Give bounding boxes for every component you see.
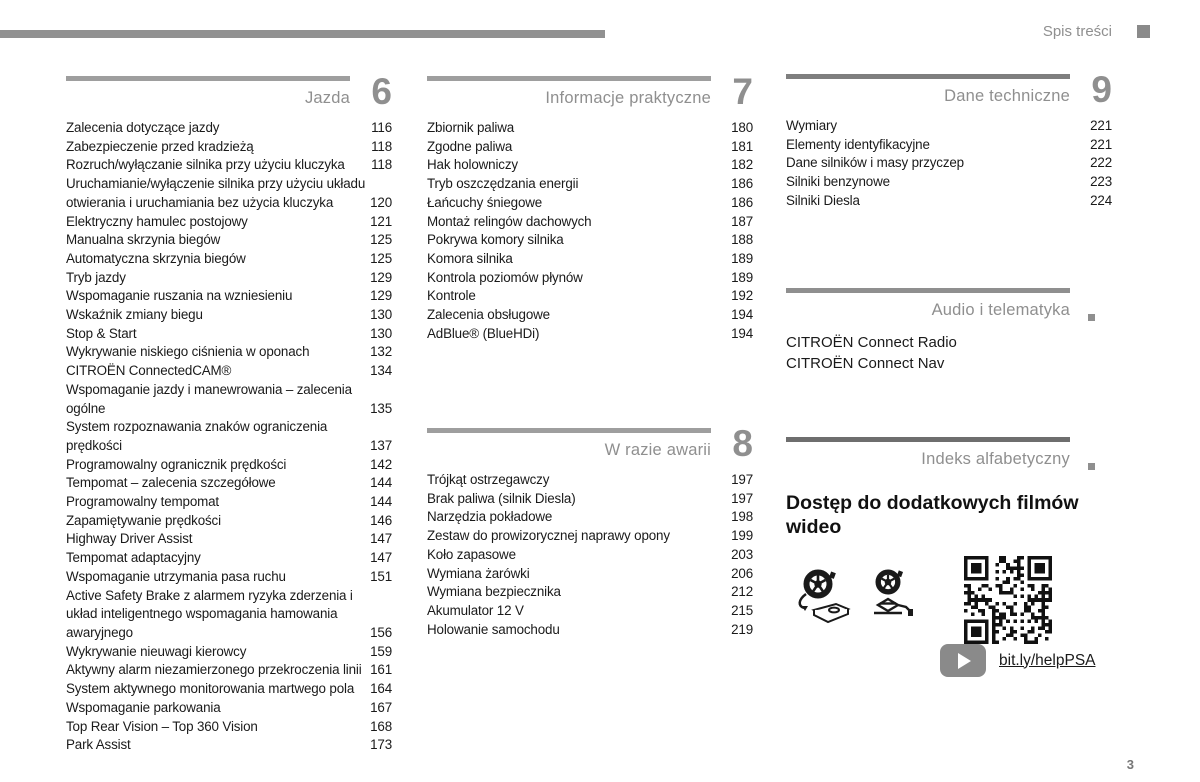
toc-entry[interactable] <box>66 474 392 493</box>
toc-entry[interactable] <box>66 231 392 250</box>
toc-entry-page: 151 <box>370 568 392 584</box>
toc-entry-page: 186 <box>731 176 753 192</box>
toc-entry[interactable] <box>786 192 1112 211</box>
toc-entry[interactable] <box>66 325 392 344</box>
toc-entry-page: 189 <box>731 269 753 285</box>
toc-entry[interactable] <box>66 343 392 362</box>
toc-entry-page: 156 <box>370 624 392 640</box>
section-square-marker <box>1088 463 1095 470</box>
toc-entry-label: Programowalny tempomat <box>66 494 219 510</box>
header-square-marker <box>1137 25 1150 38</box>
toc-entry-label: Active Safety Brake z alarmem ryzyka zderzenia i układ inteligentnego wspomagania hamowania awaryjnego <box>66 587 353 640</box>
toc-entry-page: 118 <box>371 138 392 154</box>
toc-entry-page: 161 <box>370 662 392 678</box>
toc-entry-page: 142 <box>370 456 392 472</box>
page-number: 3 <box>1126 757 1134 772</box>
toc-entry[interactable] <box>66 680 392 699</box>
toc-entry[interactable] <box>66 699 392 718</box>
section-number: 8 <box>732 423 753 464</box>
toc-entry-label: Narzędzia pokładowe <box>427 509 553 525</box>
toc-entry[interactable] <box>427 621 753 640</box>
toc-entry-label: Trójkąt ostrzegawczy <box>427 472 550 487</box>
toc-entry-page: 224 <box>1090 192 1112 208</box>
section-jazda <box>66 71 392 755</box>
toc-entry-page: 164 <box>370 681 392 697</box>
toc-entry-page: 130 <box>370 307 392 323</box>
toc-entry-label: Wykrywanie nieuwagi kierowcy <box>66 643 247 659</box>
videos-heading: Dostęp do dodatkowych filmów wideo <box>786 492 1079 538</box>
toc-entry[interactable] <box>66 287 392 306</box>
toc-entry[interactable] <box>427 231 753 250</box>
toc-entry[interactable] <box>66 306 392 325</box>
toc-entry-label: Elektryczny hamulec postojowy <box>66 213 248 229</box>
toc-entry-label: Wymiana bezpiecznika <box>427 584 561 600</box>
toc-entry[interactable] <box>427 527 753 546</box>
toc-entry-label: Top Rear Vision – Top 360 Vision <box>66 718 258 734</box>
audio-entry[interactable] <box>786 332 1112 353</box>
toc-entry-label: Montaż relingów dachowych <box>427 213 592 229</box>
toc-entry-page: 147 <box>370 550 392 566</box>
section-number: 7 <box>732 71 753 112</box>
toc-entry-page: 188 <box>731 232 753 248</box>
toc-entry-label: Zabezpieczenie przed kradzieżą <box>66 138 254 154</box>
audio-entry[interactable] <box>786 353 1112 374</box>
toc-entry-label: Zalecenia obsługowe <box>427 307 550 323</box>
toc-entry-page: 147 <box>370 531 392 547</box>
toc-entry-page: 167 <box>370 699 392 715</box>
toc-entry-page: 168 <box>370 718 392 734</box>
toc-entry-page: 121 <box>370 213 392 229</box>
section-dane-techniczne <box>786 69 1112 211</box>
toc-entry[interactable] <box>427 602 753 621</box>
toc-entry-page: 159 <box>370 643 392 659</box>
toc-entry[interactable] <box>427 269 753 288</box>
toc-list-dane <box>786 117 1112 211</box>
toc-entry-page: 192 <box>731 288 753 304</box>
toc-entry[interactable] <box>786 154 1112 173</box>
toc-entry-page: 212 <box>731 584 753 600</box>
toc-entry[interactable] <box>66 718 392 737</box>
toc-entry-page: 221 <box>1090 118 1112 133</box>
toc-entry-label: Łańcuchy śniegowe <box>427 194 543 210</box>
toc-entry-label: Tempomat adaptacyjny <box>66 550 201 566</box>
toc-entry-label: Highway Driver Assist <box>66 531 193 547</box>
toc-entry-label: Uruchamianie/wyłączenie silnika przy użyciu układu otwierania i uruchamiania bez użycia kluczyka <box>66 176 366 210</box>
toc-entry-label: Komora silnika <box>427 250 513 266</box>
toc-entry-label: Elementy identyfikacyjne <box>786 136 930 152</box>
toc-entry-page: 116 <box>371 120 392 135</box>
toc-entry-label: Koło zapasowe <box>427 546 516 562</box>
toc-entry[interactable] <box>786 136 1112 155</box>
toc-entry-page: 198 <box>731 509 753 525</box>
toc-entry-page: 129 <box>370 288 392 304</box>
toc-list-informacje <box>427 119 753 343</box>
toc-entry[interactable] <box>66 530 392 549</box>
toc-entry-label: Wspomaganie jazdy i manewrowania – zalecenia ogólne <box>66 381 352 416</box>
toc-entry-label: Zapamiętywanie prędkości <box>66 512 221 528</box>
toc-entry-page: 197 <box>731 490 753 506</box>
toc-entry[interactable] <box>66 661 392 680</box>
toc-entry-page: 223 <box>1090 174 1112 190</box>
toc-entry-page: 135 <box>370 400 392 416</box>
section-title: Audio i telematyka <box>931 301 1070 319</box>
toc-entry[interactable] <box>427 583 753 602</box>
toc-entry-label: Stop & Start <box>66 325 137 341</box>
top-rule <box>0 30 605 38</box>
toc-entry-label: Rozruch/wyłączanie silnika przy użyciu kluczyka <box>66 157 345 173</box>
toc-entry-label: Holowanie samochodu <box>427 621 560 637</box>
toc-entry[interactable] <box>66 736 392 755</box>
toc-entry-label: Akumulator 12 V <box>427 602 524 618</box>
toc-entry-page: 189 <box>731 250 753 266</box>
toc-entry[interactable] <box>66 418 392 455</box>
section-title: Dane techniczne <box>944 87 1070 105</box>
section-title: Informacje praktyczne <box>545 89 711 107</box>
toc-entry-label: Tryb oszczędzania energii <box>427 176 579 192</box>
toc-entry-label: Wymiary <box>786 118 837 133</box>
audio-entry-label: CITROËN Connect Radio <box>786 334 957 351</box>
toc-entry[interactable] <box>427 156 753 175</box>
toc-entry[interactable] <box>427 508 753 527</box>
section-indeks-header <box>786 437 1112 470</box>
toc-entry[interactable] <box>427 287 753 306</box>
toc-entry[interactable] <box>427 119 753 138</box>
toc-entry-label: Tempomat – zalecenia szczegółowe <box>66 475 276 491</box>
toc-entry-page: 222 <box>1090 155 1112 171</box>
toc-entry-page: 221 <box>1090 136 1112 152</box>
section-title: Jazda <box>304 89 350 107</box>
section-audio-telematyka <box>786 288 1112 374</box>
toc-entry-label: System rozpoznawania znaków ograniczenia prędkości <box>66 419 328 453</box>
toc-entry-label: CITROËN ConnectedCAM® <box>66 363 232 379</box>
toc-entry[interactable] <box>66 213 392 232</box>
toc-entry-page: 173 <box>370 737 392 753</box>
toc-entry-page: 197 <box>731 472 753 487</box>
toc-list-jazda <box>66 119 392 755</box>
toc-entry-page: 219 <box>731 621 753 637</box>
tire-jack-icon <box>866 568 924 629</box>
toc-entry-page: 130 <box>370 325 392 341</box>
toc-entry[interactable] <box>66 587 392 643</box>
toc-entry-label: Wspomaganie utrzymania pasa ruchu <box>66 568 286 584</box>
toc-list-awaria <box>427 471 753 639</box>
toc-entry-label: Silniki benzynowe <box>786 174 890 190</box>
toc-entry-page: 125 <box>370 250 392 266</box>
toc-entry[interactable] <box>66 549 392 568</box>
toc-entry[interactable] <box>427 471 753 490</box>
toc-entry-label: Kontrole <box>427 288 476 304</box>
toc-entry-label: Wspomaganie parkowania <box>66 699 221 715</box>
section-rule <box>427 76 711 81</box>
toc-entry-label: System aktywnego monitorowania martwego pola <box>66 681 355 697</box>
qr-code <box>964 556 1052 644</box>
toc-entry[interactable] <box>427 250 753 269</box>
toc-entry[interactable] <box>66 381 392 418</box>
toc-entry[interactable] <box>427 490 753 509</box>
section-informacje-header <box>427 71 753 112</box>
toc-entry[interactable] <box>427 325 753 344</box>
toc-entry-label: Aktywny alarm niezamierzonego przekroczenia linii <box>66 662 362 678</box>
toc-entry-page: 199 <box>731 528 753 544</box>
toc-entry-page: 144 <box>370 475 392 491</box>
toc-entry-label: Automatyczna skrzynia biegów <box>66 250 246 266</box>
audio-list <box>786 332 1112 374</box>
toc-entry-label: Kontrola poziomów płynów <box>427 269 583 285</box>
section-number: 6 <box>371 71 392 112</box>
toc-entry-page: 137 <box>370 437 392 453</box>
toc-entry-label: Wspomaganie ruszania na wzniesieniu <box>66 288 293 304</box>
section-rule <box>427 428 711 433</box>
toc-entry[interactable] <box>427 175 753 194</box>
toc-entry-page: 134 <box>370 363 392 379</box>
section-rule <box>66 76 350 81</box>
toc-entry[interactable] <box>66 568 392 587</box>
toc-entry[interactable] <box>427 138 753 157</box>
section-awaria-header <box>427 423 753 464</box>
section-rule <box>786 437 1070 442</box>
toc-entry-label: AdBlue® (BlueHDi) <box>427 325 540 341</box>
toc-entry-page: 118 <box>371 157 392 173</box>
section-indeks-alfabetyczny <box>786 437 1112 481</box>
section-w-razie-awarii <box>427 423 753 639</box>
videos-block <box>786 492 1116 722</box>
toc-entry[interactable] <box>66 493 392 512</box>
toc-entry[interactable] <box>427 194 753 213</box>
running-header-title: Spis treści <box>1042 23 1112 40</box>
toc-entry-label: Park Assist <box>66 737 131 753</box>
toc-entry-label: Programowalny ogranicznik prędkości <box>66 456 287 472</box>
toc-entry-label: Hak holowniczy <box>427 157 518 173</box>
toc-entry-page: 146 <box>370 512 392 528</box>
toc-entry-label: Wymiana żarówki <box>427 565 530 581</box>
toc-entry[interactable] <box>427 546 753 565</box>
toc-entry[interactable] <box>66 156 392 175</box>
section-audio-header <box>786 288 1112 321</box>
toc-entry[interactable] <box>66 269 392 288</box>
toc-entry-page: 144 <box>370 494 392 510</box>
toc-entry-label: Brak paliwa (silnik Diesla) <box>427 490 576 506</box>
section-dane-header <box>786 69 1112 110</box>
toc-entry-page: 132 <box>370 344 392 360</box>
toc-entry-page: 181 <box>731 138 753 154</box>
section-rule <box>786 288 1070 293</box>
toc-entry-page: 129 <box>370 269 392 285</box>
toc-entry-label: Manualna skrzynia biegów <box>66 232 221 248</box>
toc-entry[interactable] <box>66 175 392 212</box>
section-rule <box>786 74 1070 79</box>
section-number: 9 <box>1091 69 1112 110</box>
toc-entry[interactable] <box>427 213 753 232</box>
section-informacje-praktyczne <box>427 71 753 343</box>
toc-entry[interactable] <box>66 119 392 138</box>
toc-entry[interactable] <box>66 643 392 662</box>
toc-entry-page: 194 <box>731 307 753 323</box>
toc-entry[interactable] <box>66 512 392 531</box>
toc-entry-label: Dane silników i masy przyczep <box>786 155 964 171</box>
toc-entry-label: Pokrywa komory silnika <box>427 232 564 248</box>
youtube-play-icon[interactable] <box>940 644 986 677</box>
toc-entry-page: 203 <box>731 546 753 562</box>
toc-entry-page: 194 <box>731 325 753 341</box>
audio-entry-label: CITROËN Connect Nav <box>786 355 945 372</box>
toc-entry-page: 215 <box>731 602 753 618</box>
section-jazda-header <box>66 71 392 112</box>
toc-entry-label: Zalecenia dotyczące jazdy <box>66 120 220 135</box>
toc-entry-page: 180 <box>731 120 753 135</box>
toc-entry[interactable] <box>786 117 1112 136</box>
toc-entry-page: 125 <box>370 232 392 248</box>
toc-entry-page: 206 <box>731 565 753 581</box>
toc-entry[interactable] <box>427 306 753 325</box>
toc-entry-label: Silniki Diesla <box>786 192 860 208</box>
toc-entry-page: 186 <box>731 194 753 210</box>
section-title: W razie awarii <box>604 441 711 459</box>
toc-entry-label: Wykrywanie niskiego ciśnienia w oponach <box>66 344 310 360</box>
toc-entry-label: Tryb jazdy <box>66 269 126 285</box>
video-link[interactable]: bit.ly/helpPSA <box>999 651 1096 669</box>
tire-repair-kit-icon <box>790 566 852 629</box>
toc-entry[interactable] <box>66 456 392 475</box>
toc-entry[interactable] <box>786 173 1112 192</box>
toc-entry-page: 182 <box>731 157 753 173</box>
toc-entry[interactable] <box>66 362 392 381</box>
toc-entry-page: 120 <box>370 194 392 210</box>
toc-entry-label: Wskaźnik zmiany biegu <box>66 307 203 323</box>
toc-entry-label: Zgodne paliwa <box>427 138 513 154</box>
toc-entry[interactable] <box>427 565 753 584</box>
toc-entry[interactable] <box>66 250 392 269</box>
section-square-marker <box>1088 314 1095 321</box>
toc-entry-label: Zestaw do prowizorycznej naprawy opony <box>427 528 670 544</box>
toc-entry-page: 187 <box>731 213 753 229</box>
toc-entry-label: Zbiornik paliwa <box>427 120 515 135</box>
section-title: Indeks alfabetyczny <box>921 450 1070 468</box>
toc-entry[interactable] <box>66 138 392 157</box>
